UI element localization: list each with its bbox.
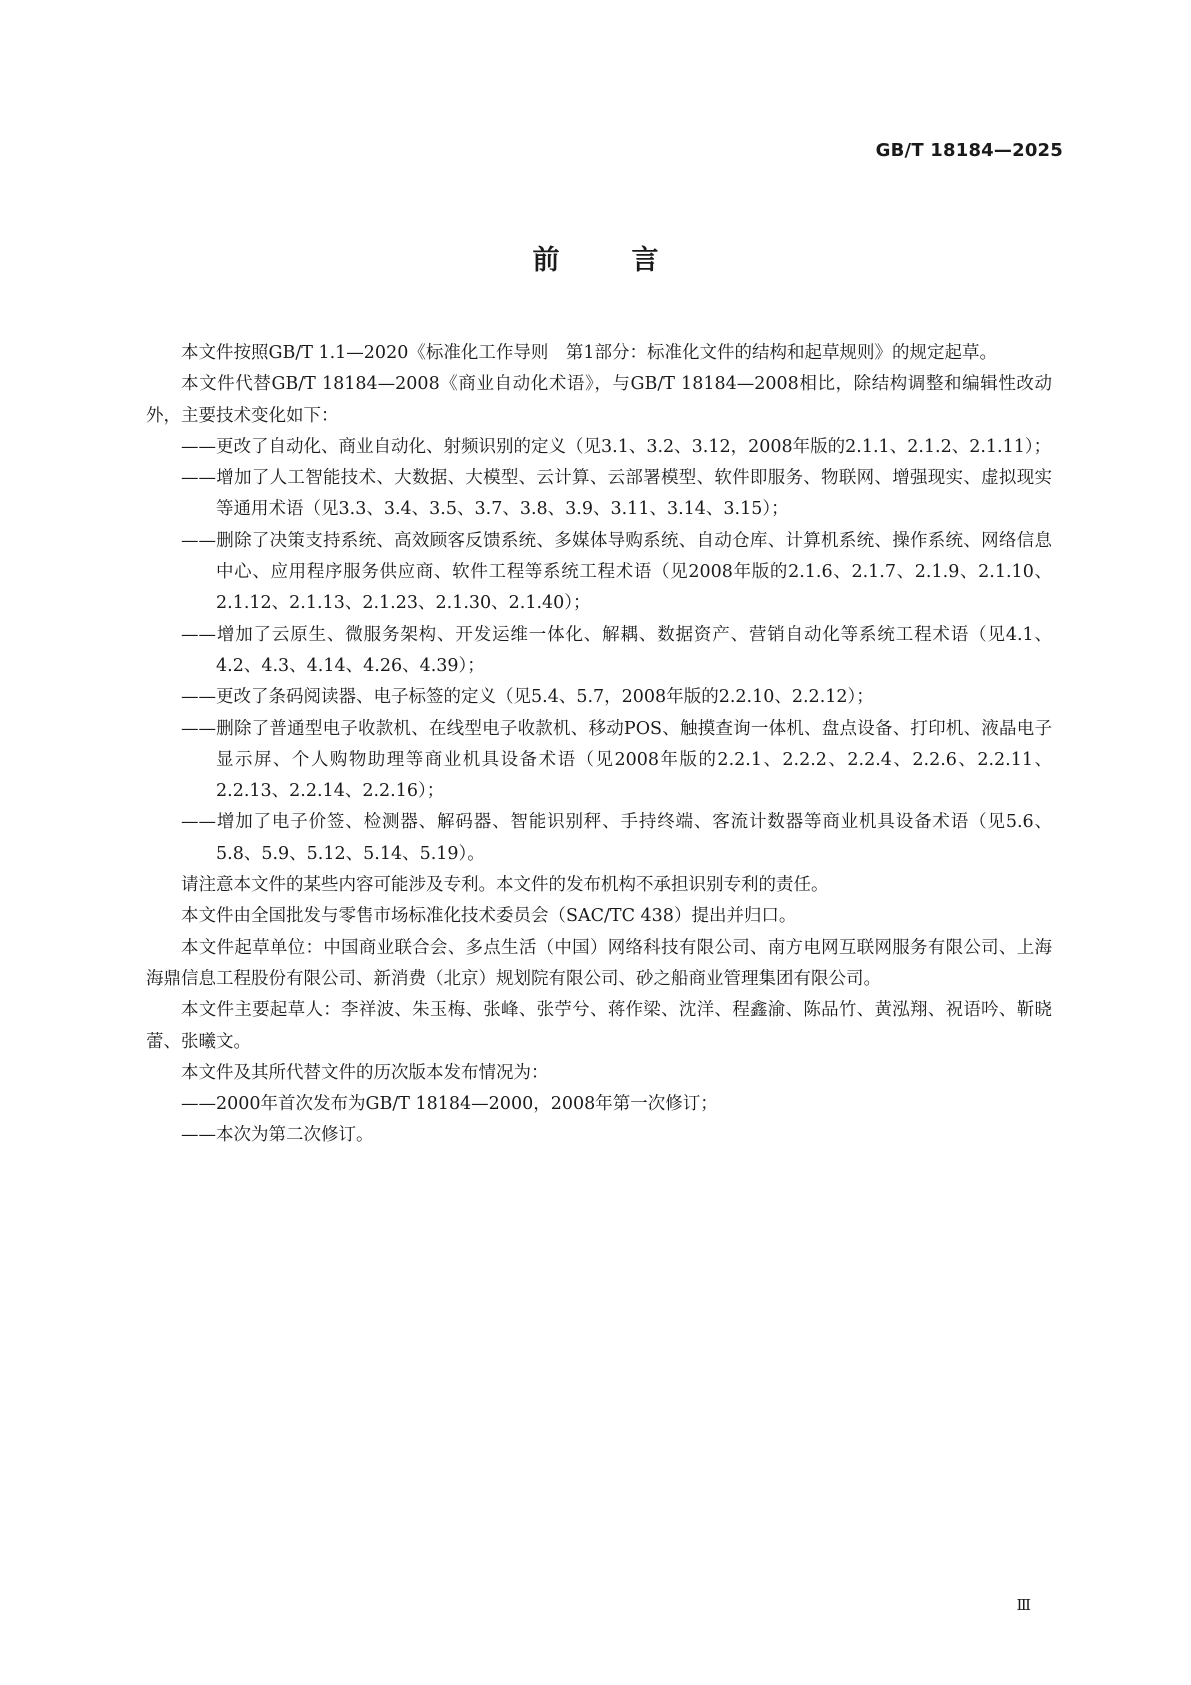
change-item-2: ——增加了人工智能技术、大数据、大模型、云计算、云部署模型、软件即服务、物联网、增强现实、虚拟现实等通用术语（见3.3、3.4、3.5、3.7、3.8、3.9、3.11、3.14、3.15）；: [181, 468, 1052, 520]
change-item-3: ——删除了决策支持系统、高效顾客反馈系统、多媒体导购系统、自动仓库、计算机系统、操作系统、网络信息中心、应用程序服务供应商、软件工程等系统工程术语（见2008年版的2.1.6、2.1.7、2.1.9、2.1.10、2.1.12、2.1.13、2.1.23、2.1.30、2.1.40）；: [181, 530, 1052, 614]
history-item-2: ——本次为第二次修订。: [181, 1125, 374, 1146]
change-item-4: ——增加了云原生、微服务架构、开发运维一体化、解耦、数据资产、营销自动化等系统工程术语（见4.1、4.2、4.3、4.14、4.26、4.39）；: [181, 624, 1052, 676]
paragraph-version-history: 本文件及其所代替文件的历次版本发布情况为：: [181, 1062, 549, 1083]
paragraph-drafting-units: 本文件起草单位：中国商业联合会、多点生活（中国）网络科技有限公司、南方电网互联网服务有限公司、上海海鼎信息工程股份有限公司、新消费（北京）规划院有限公司、砂之船商业管理集团有限公司。: [146, 937, 1052, 989]
paragraph-patent-notice: 请注意本文件的某些内容可能涉及专利。本文件的发布机构不承担识别专利的责任。: [181, 875, 829, 896]
change-item-5: ——更改了条码阅读器、电子标签的定义（见5.4、5.7，2008年版的2.2.10、2.2.12）；: [181, 687, 874, 708]
standard-code: GB/T 18184—2025: [875, 140, 1063, 161]
change-item-7: ——增加了电子价签、检测器、解码器、智能识别秤、手持终端、客流计数器等商业机具设备术语（见5.6、5.8、5.9、5.12、5.14、5.19）。: [181, 812, 1052, 864]
paragraph-drafting-rules: 本文件按照GB/T 1.1—2020《标准化工作导则 第1部分：标准化文件的结构和起草规则》的规定起草。: [181, 343, 997, 363]
document-body: [146, 338, 1052, 1152]
paragraph-drafters: 本文件主要起草人：李祥波、朱玉梅、张峰、张苧兮、蒋作梁、沈洋、程鑫渝、陈品竹、黄泓翔、祝语吟、靳晓蕾、张曦文。: [146, 1000, 1052, 1052]
paragraph-replacement: 本文件代替GB/T 18184—2008《商业自动化术语》，与GB/T 18184—2008相比，除结构调整和编辑性改动外，主要技术变化如下：: [146, 374, 1052, 426]
paragraph-committee: 本文件由全国批发与零售市场标准化技术委员会（SAC/TC 438）提出并归口。: [181, 906, 797, 927]
change-item-1: ——更改了自动化、商业自动化、射频识别的定义（见3.1、3.2、3.12，2008年版的2.1.1、2.1.2、2.1.11）；: [181, 436, 1052, 457]
page-number: Ⅲ: [1016, 1596, 1031, 1614]
change-item-6: ——删除了普通型电子收款机、在线型电子收款机、移动POS、触摸查询一体机、盘点设备、打印机、液晶电子显示屏、个人购物助理等商业机具设备术语（见2008年版的2.2.1、2.2.2、2.2.4、2.2.6、2.2.11、2.2.13、2.2.14、2.2.16）；: [181, 718, 1052, 802]
history-item-1: ——2000年首次发布为GB/T 18184—2000，2008年第一次修订；: [181, 1094, 718, 1115]
page-title: 前言: [532, 245, 731, 276]
